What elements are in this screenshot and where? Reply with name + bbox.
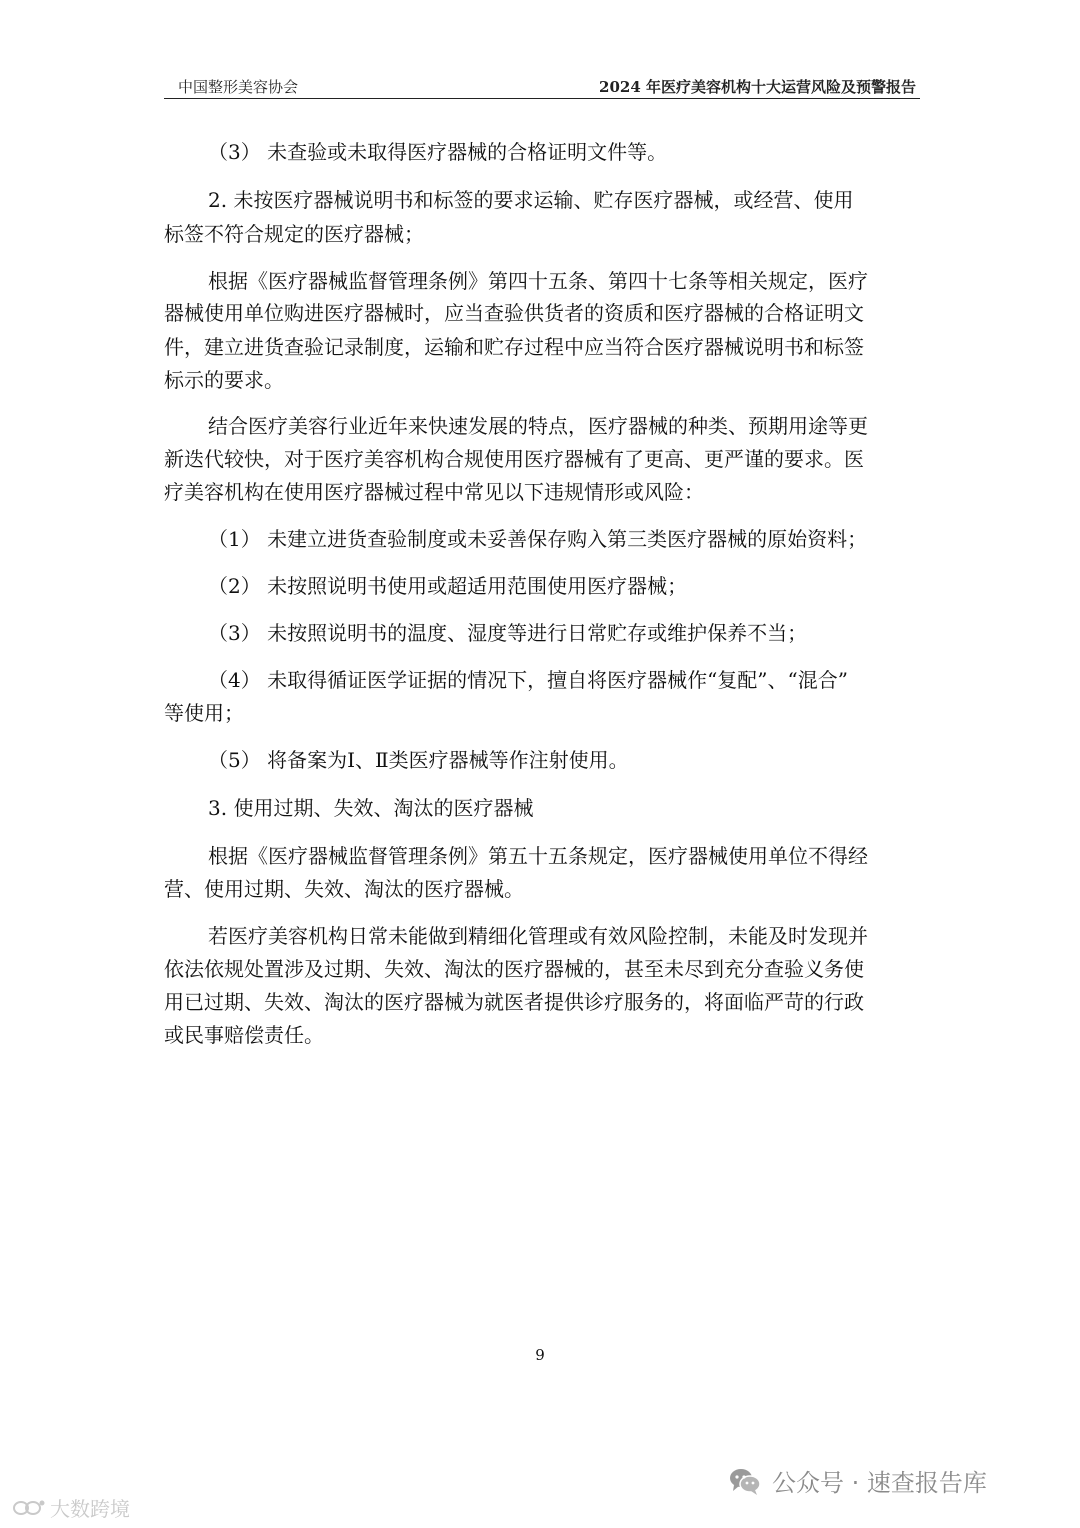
text-line: 3. 使用过期、失效、淘汰的医疗器械 (208, 796, 534, 820)
text-line: 依法依规处置涉及过期、失效、淘汰的医疗器械的，甚至未尽到充分查验义务使 (164, 957, 864, 981)
text-line: （3） 未按照说明书的温度、湿度等进行日常贮存或维护保养不当； (208, 621, 808, 645)
watermark-right (728, 1463, 987, 1498)
header-org: 中国整形美容协会 (178, 78, 299, 96)
text-line: （4） 未取得循证医学证据的情况下，擅自将医疗器械作“复配”、“混合” (208, 668, 848, 692)
text-line: 结合医疗美容行业近年来快速发展的特点，医疗器械的种类、预期用途等更 (208, 414, 868, 438)
header-report-title: 2024 年医疗美容机构十大运营风险及预警报告 (599, 78, 916, 96)
text-line: 若医疗美容机构日常未能做到精细化管理或有效风险控制，未能及时发现并 (208, 924, 868, 948)
text-line: （2） 未按照说明书使用或超适用范围使用医疗器械； (208, 574, 688, 598)
watermark-left-text: 大数跨境 (50, 1497, 130, 1521)
text-line: 新迭代较快，对于医疗美容机构合规使用医疗器械有了更高、更严谨的要求。医 (164, 447, 864, 471)
text-line: 或民事赔偿责任。 (164, 1023, 324, 1047)
text-line: 根据《医疗器械监督管理条例》第四十五条、第四十七条等相关规定，医疗 (208, 269, 868, 293)
text-line: 用已过期、失效、淘汰的医疗器械为就医者提供诊疗服务的，将面临严苛的行政 (164, 990, 864, 1014)
page-number: 9 (535, 1346, 545, 1364)
header-rule (164, 98, 920, 99)
text-line: 根据《医疗器械监督管理条例》第五十五条规定，医疗器械使用单位不得经 (208, 844, 868, 868)
text-line: （3） 未查验或未取得医疗器械的合格证明文件等。 (208, 140, 668, 164)
text-line: （5） 将备案为Ⅰ、Ⅱ类医疗器械等作注射使用。 (208, 748, 629, 772)
text-line: 器械使用单位购进医疗器械时，应当查验供货者的资质和医疗器械的合格证明文 (164, 301, 864, 325)
text-line: 2. 未按医疗器械说明书和标签的要求运输、贮存医疗器械，或经营、使用 (208, 188, 854, 212)
text-line: （1） 未建立进货查验制度或未妥善保存购入第三类医疗器械的原始资料； (208, 527, 868, 551)
watermark-right-text: 公众号 · 速查报告库 (772, 1469, 987, 1497)
text-line: 标签不符合规定的医疗器械； (164, 222, 424, 246)
text-line: 标示的要求。 (164, 368, 284, 392)
watermark-logo-icon (12, 1497, 46, 1519)
text-line: 疗美容机构在使用医疗器械过程中常见以下违规情形或风险： (164, 480, 704, 504)
wechat-icon (728, 1466, 762, 1496)
watermark-left (12, 1493, 130, 1522)
text-line: 等使用； (164, 701, 244, 725)
text-line: 件，建立进货查验记录制度，运输和贮存过程中应当符合医疗器械说明书和标签 (164, 335, 864, 359)
text-line: 营、使用过期、失效、淘汰的医疗器械。 (164, 877, 524, 901)
